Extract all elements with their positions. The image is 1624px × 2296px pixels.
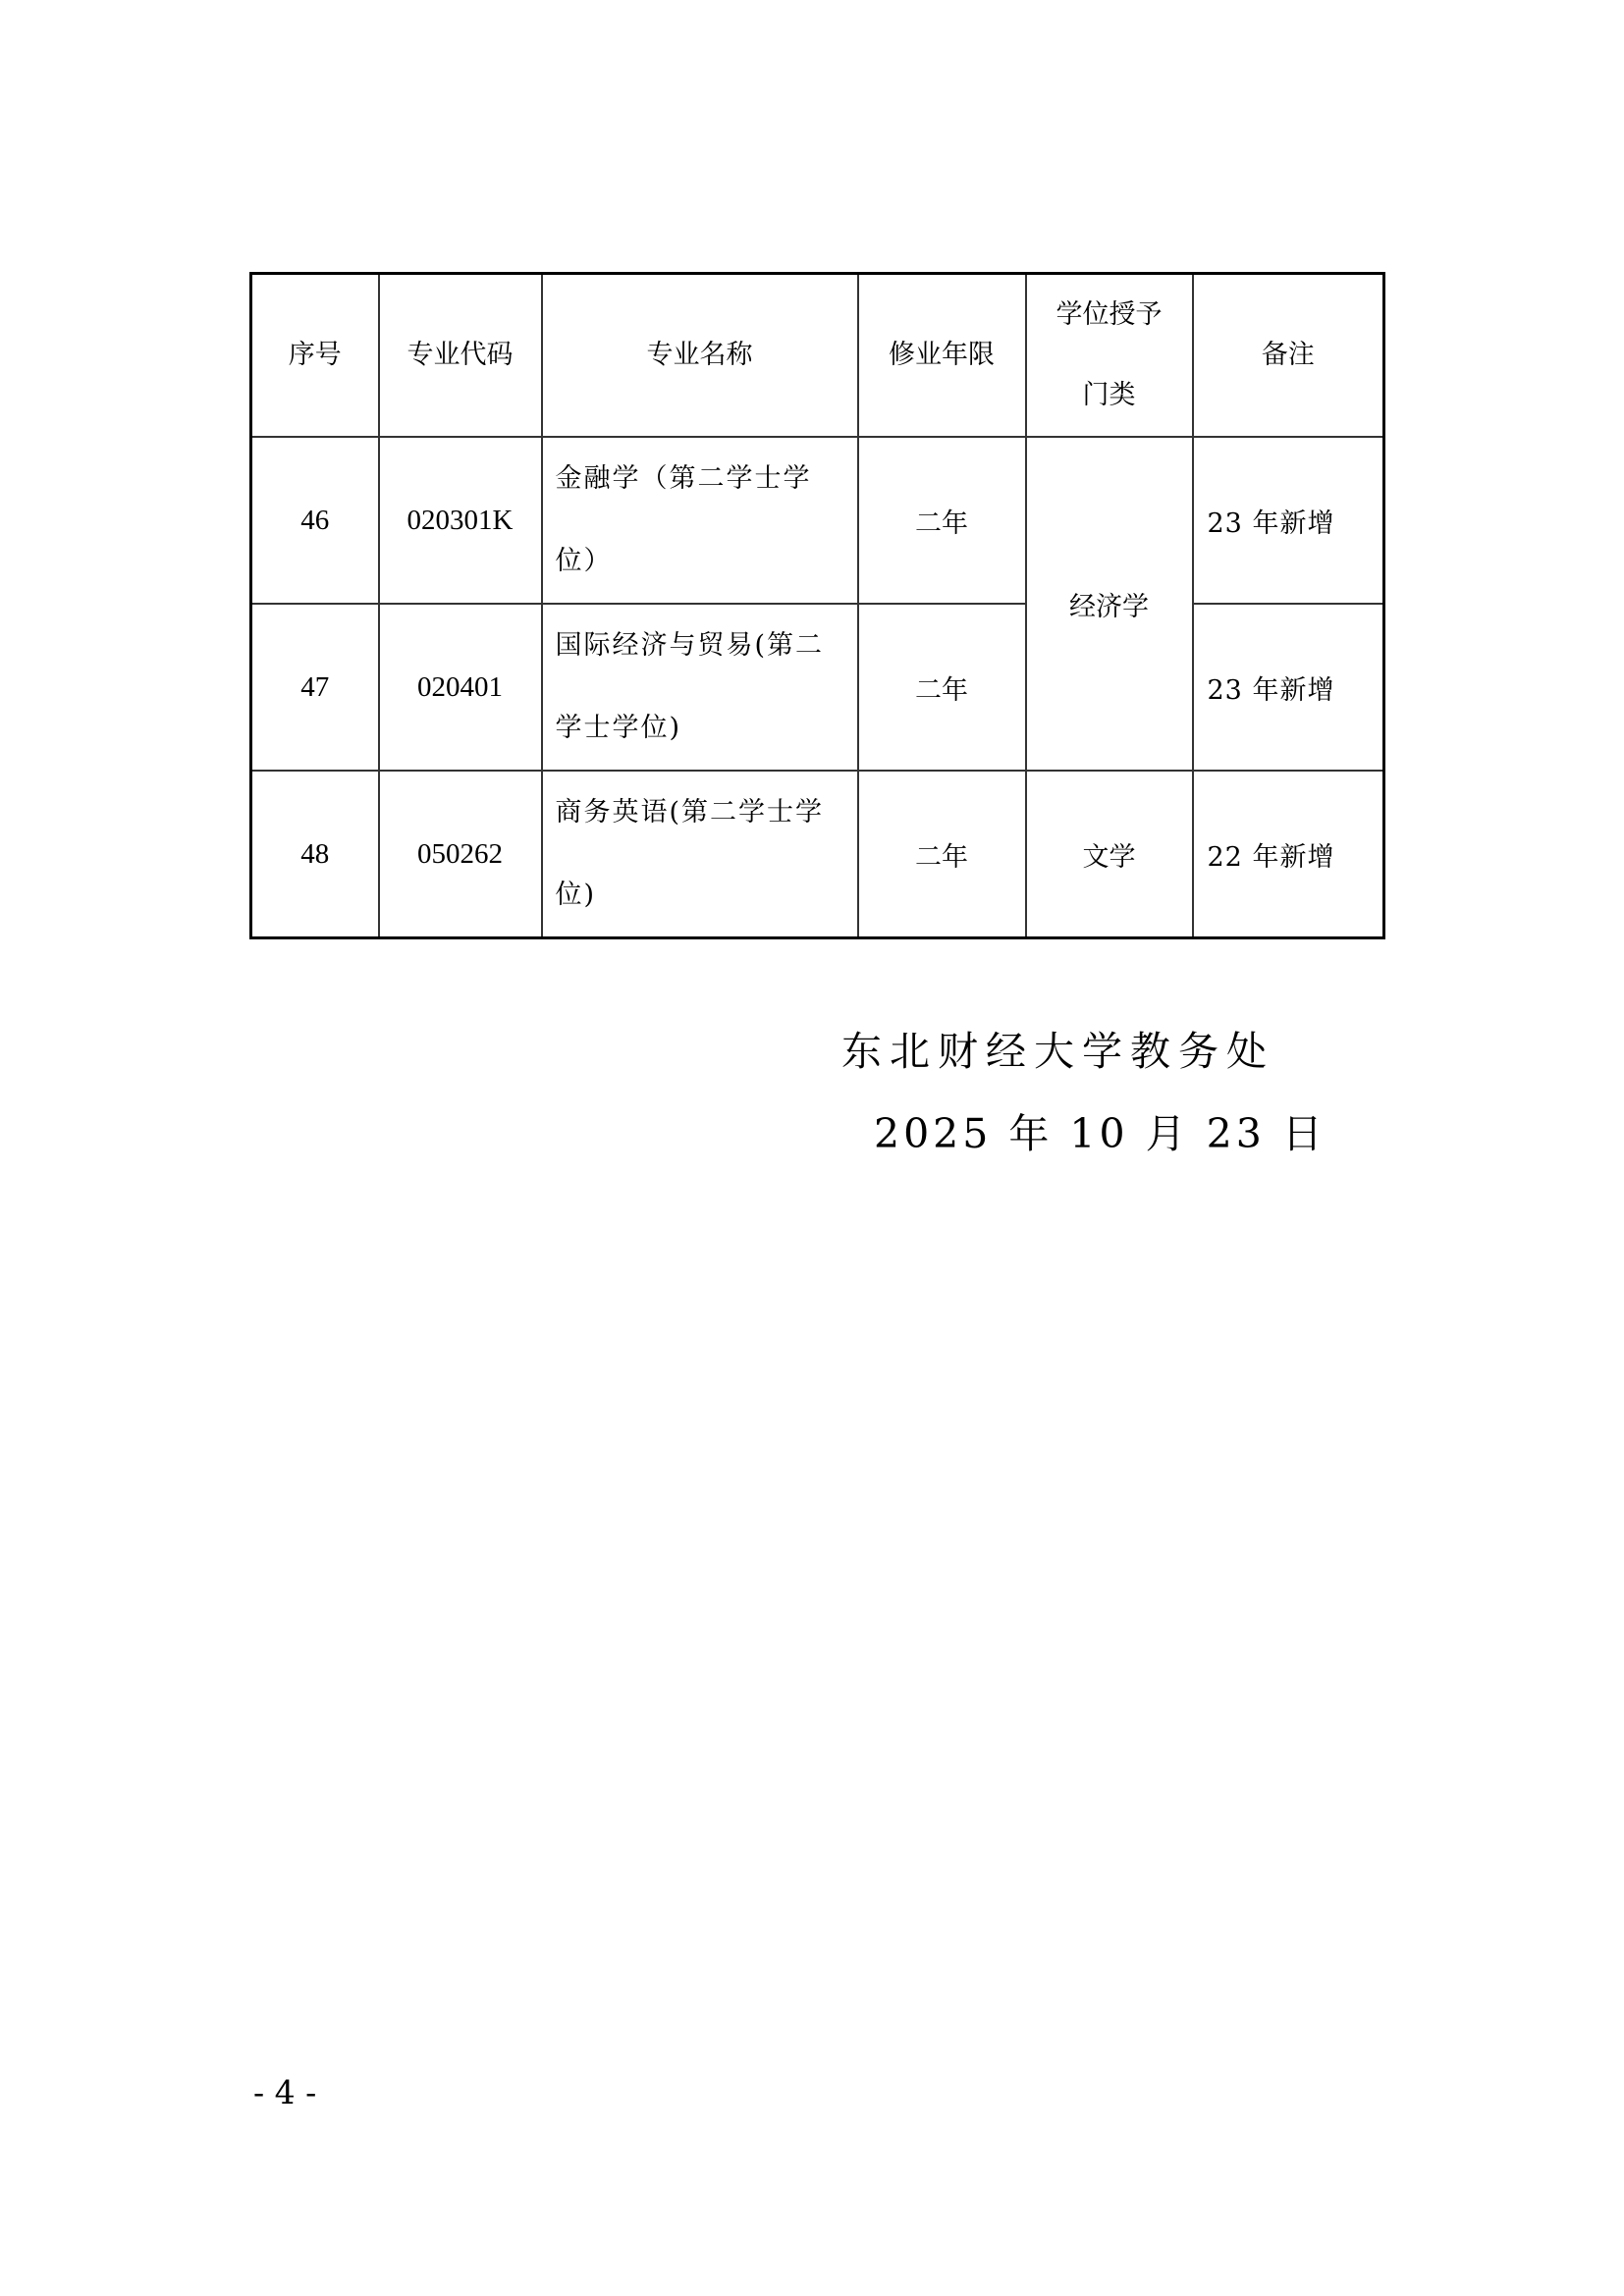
row-degree-category: 经济学: [1026, 437, 1193, 771]
header-code: 专业代码: [379, 274, 542, 438]
row-name-line2: 位): [555, 880, 597, 910]
row-name: [542, 437, 858, 604]
header-degree-line2: 门类: [1082, 380, 1136, 410]
page-number: - 4 -: [253, 2073, 317, 2111]
row-index: 47: [251, 604, 379, 771]
table-row: [251, 771, 1384, 938]
header-remark: 备注: [1193, 274, 1384, 438]
row-degree-category: 文学: [1026, 771, 1193, 938]
row-index: 48: [251, 771, 379, 938]
table-header-row: [251, 274, 1384, 438]
row-name-line2: 位）: [555, 546, 613, 576]
header-degree-line1: 学位授予: [1056, 299, 1163, 330]
row-name-line1: 商务英语(第二学士学: [555, 797, 825, 828]
row-code: 020401: [379, 604, 542, 771]
row-code: 020301K: [379, 437, 542, 604]
issuer-signature: 东北财经大学教务处: [841, 1028, 1274, 1075]
header-degree: [1026, 274, 1193, 438]
header-duration: 修业年限: [858, 274, 1026, 438]
row-name-line1: 金融学（第二学士学: [555, 463, 812, 494]
row-index: 46: [251, 437, 379, 604]
row-remark: 23 年新增: [1193, 437, 1384, 604]
issue-date: 2025 年 10 月 23 日: [874, 1110, 1326, 1157]
row-duration: 二年: [858, 771, 1026, 938]
header-name: 专业名称: [542, 274, 858, 438]
row-duration: 二年: [858, 437, 1026, 604]
row-remark: 23 年新增: [1193, 604, 1384, 771]
table-row: [251, 437, 1384, 604]
row-name-line1: 国际经济与贸易(第二: [555, 630, 825, 661]
row-name-line2: 学士学位): [555, 713, 682, 743]
row-duration: 二年: [858, 604, 1026, 771]
row-code: 050262: [379, 771, 542, 938]
table-row: [251, 604, 1384, 771]
row-name: [542, 771, 858, 938]
row-name: [542, 604, 858, 771]
row-remark: 22 年新增: [1193, 771, 1384, 938]
majors-table: [249, 272, 1385, 939]
header-index: 序号: [251, 274, 379, 438]
